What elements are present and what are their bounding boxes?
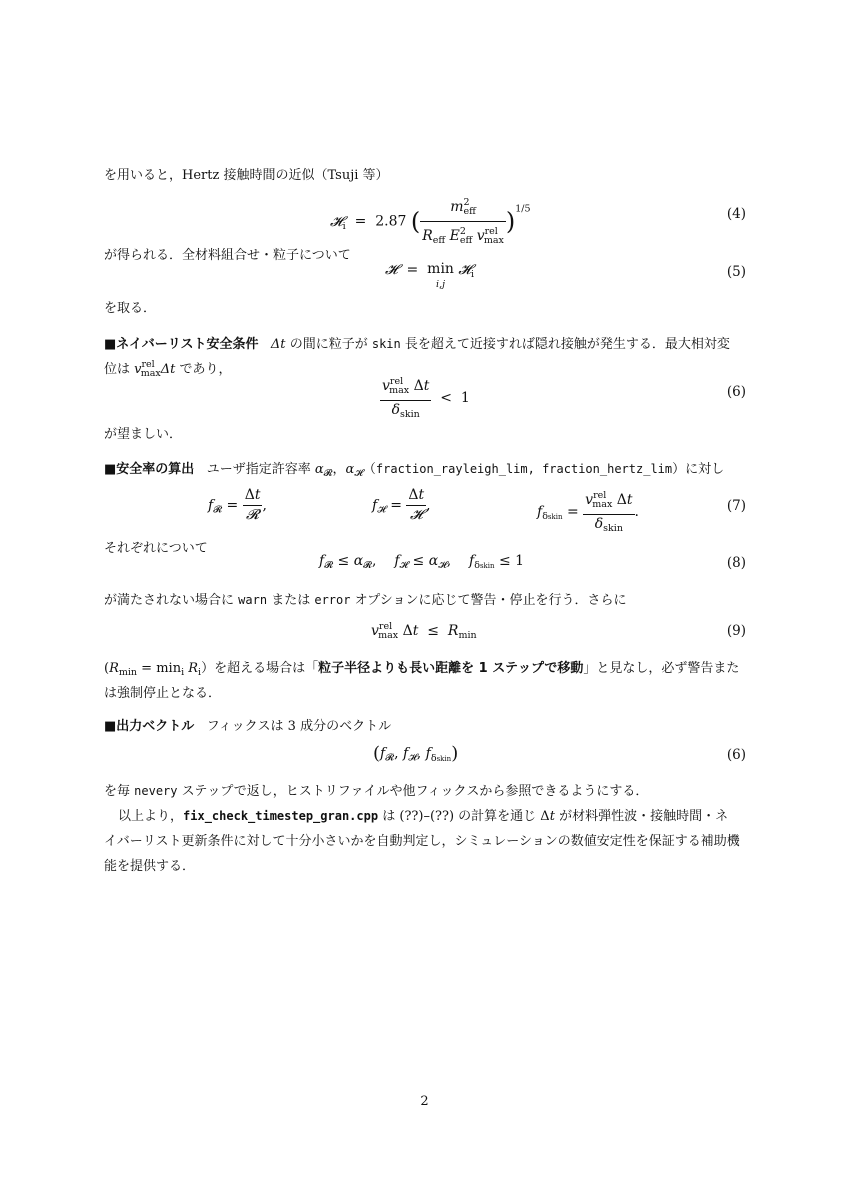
rmin-paragraph-line-1: $(R_{min} = \min_i R_i)$を超える場合は「粒子半径よりも長い距離を 1 ステップで移動」と見なし，必ず警告また [104, 661, 740, 678]
equation-number-5: (5) [726, 264, 746, 280]
summary-line-2: イバーリスト更新条件に対して十分小さいかを自動判定し，シミュレーションの数値安定性を保証する補助機 [104, 834, 740, 849]
summary-line-3: 能を提供する． [104, 859, 196, 874]
equation-5: 𝓗 = min i,j 𝓗$_i$ [385, 261, 475, 290]
after-eq5-text: を取る． [104, 301, 157, 316]
skin-code: skin [371, 337, 401, 351]
page-number: 2 [420, 1094, 429, 1109]
after-eq7-text: それぞれについて [104, 541, 208, 556]
equation-7b: $f_𝓗$ = $\frac{\Delta t}{\text{𝓗}}$ , [372, 487, 431, 523]
nevery-code: nevery [134, 784, 178, 798]
equation-8: $f_𝓡 \le \alpha_𝓡$, $f_𝓗 \le \alpha_𝓗$, $f_{\delta skin} \le 1$ [319, 553, 525, 571]
rmin-paragraph-line-2: は強制停止となる． [104, 686, 222, 701]
equation-6: $\frac{v^{rel}_{max} \Delta t}{\delta_{skin}}$ < 1 [380, 373, 470, 423]
after-eq4-text: が得られる．全材料組合せ・粒子について [104, 248, 351, 263]
equation-number-9: (9) [726, 623, 746, 639]
equation-7a: $f_𝓡$ = $\frac{\Delta t}{\text{𝓡}}$ , [208, 487, 267, 523]
equation-number-6: (6) [726, 384, 746, 400]
equation-number-8: (8) [726, 555, 746, 571]
output-paragraph: ■出力ベクトル フィックスは 3 成分のベクトル [104, 719, 392, 734]
equation-vector: ($f_𝓡$, $f_𝓗$, $f_{\delta skin}$) [373, 743, 459, 764]
safety-heading: ■安全率の算出 [104, 462, 195, 477]
equation-number-4: (4) [726, 206, 746, 222]
error-code: error [314, 593, 351, 607]
safety-paragraph: ■安全率の算出 ユーザ指定許容率 $\alpha_𝓡$，$\alpha_𝓗(fraction\_rayleigh\_\lim$, fraction_hertz_lim）に対し [104, 462, 725, 479]
equation-number-6b: (6) [726, 747, 746, 763]
intro-text: を用いると，Hertz 接触時間の近似（Tsuji 等） [104, 168, 389, 183]
params-code: fraction_rayleigh_lim, fraction_hertz_lim [375, 462, 673, 476]
neighbor-paragraph-line-1: ■ネイバーリスト安全条件 Δt の間に粒子が skin 長を超えて近接すれば隠れ接触が発生する．最大相対変 [104, 337, 730, 352]
neighbor-heading: ■ネイバーリスト安全条件 [104, 337, 259, 352]
rmin-bold-phrase: 粒子半径よりも長い距離を 1 ステップで移動 [318, 661, 584, 676]
equation-9: $v^{rel}_{max}$ $\Delta t \le R_{min}$ [371, 621, 477, 641]
output-heading: ■出力ベクトル [104, 719, 195, 734]
warn-code: warn [238, 593, 268, 607]
summary-line-1: 以上より，fix_check_timestep_gran.cpp は (??)–(??) の計算を通じ Δt が材料弾性波・接触時間・ネ [118, 809, 729, 824]
equation-number-7: (7) [726, 498, 746, 514]
warn-paragraph: が満たされない場合に warn または error オプションに応じて警告・停止を行う．さらに [104, 593, 627, 608]
equation-4: 𝓗$_i$ = 2.87 ( $\frac{m^2_{eff}}{R_{eff} E^2_{eff} v^{rel}_{max}}$ )$^{1/5}$ [330, 194, 531, 249]
source-file-name: fix_check_timestep_gran.cpp [183, 809, 379, 823]
equation-7c: $f_{\delta skin}$ = $\frac{v^{rel}_{max} \Delta t}{\delta_{skin}}$ . [537, 487, 639, 537]
after-vector-text: を毎 nevery ステップで返し，ヒストリファイルや他フィックスから参照できるようにする． [104, 784, 649, 799]
after-eq6-text: が望ましい． [104, 427, 183, 442]
neighbor-paragraph-line-2: 位は $v^{rel}_{max}\Delta t$ であり， [104, 359, 232, 379]
